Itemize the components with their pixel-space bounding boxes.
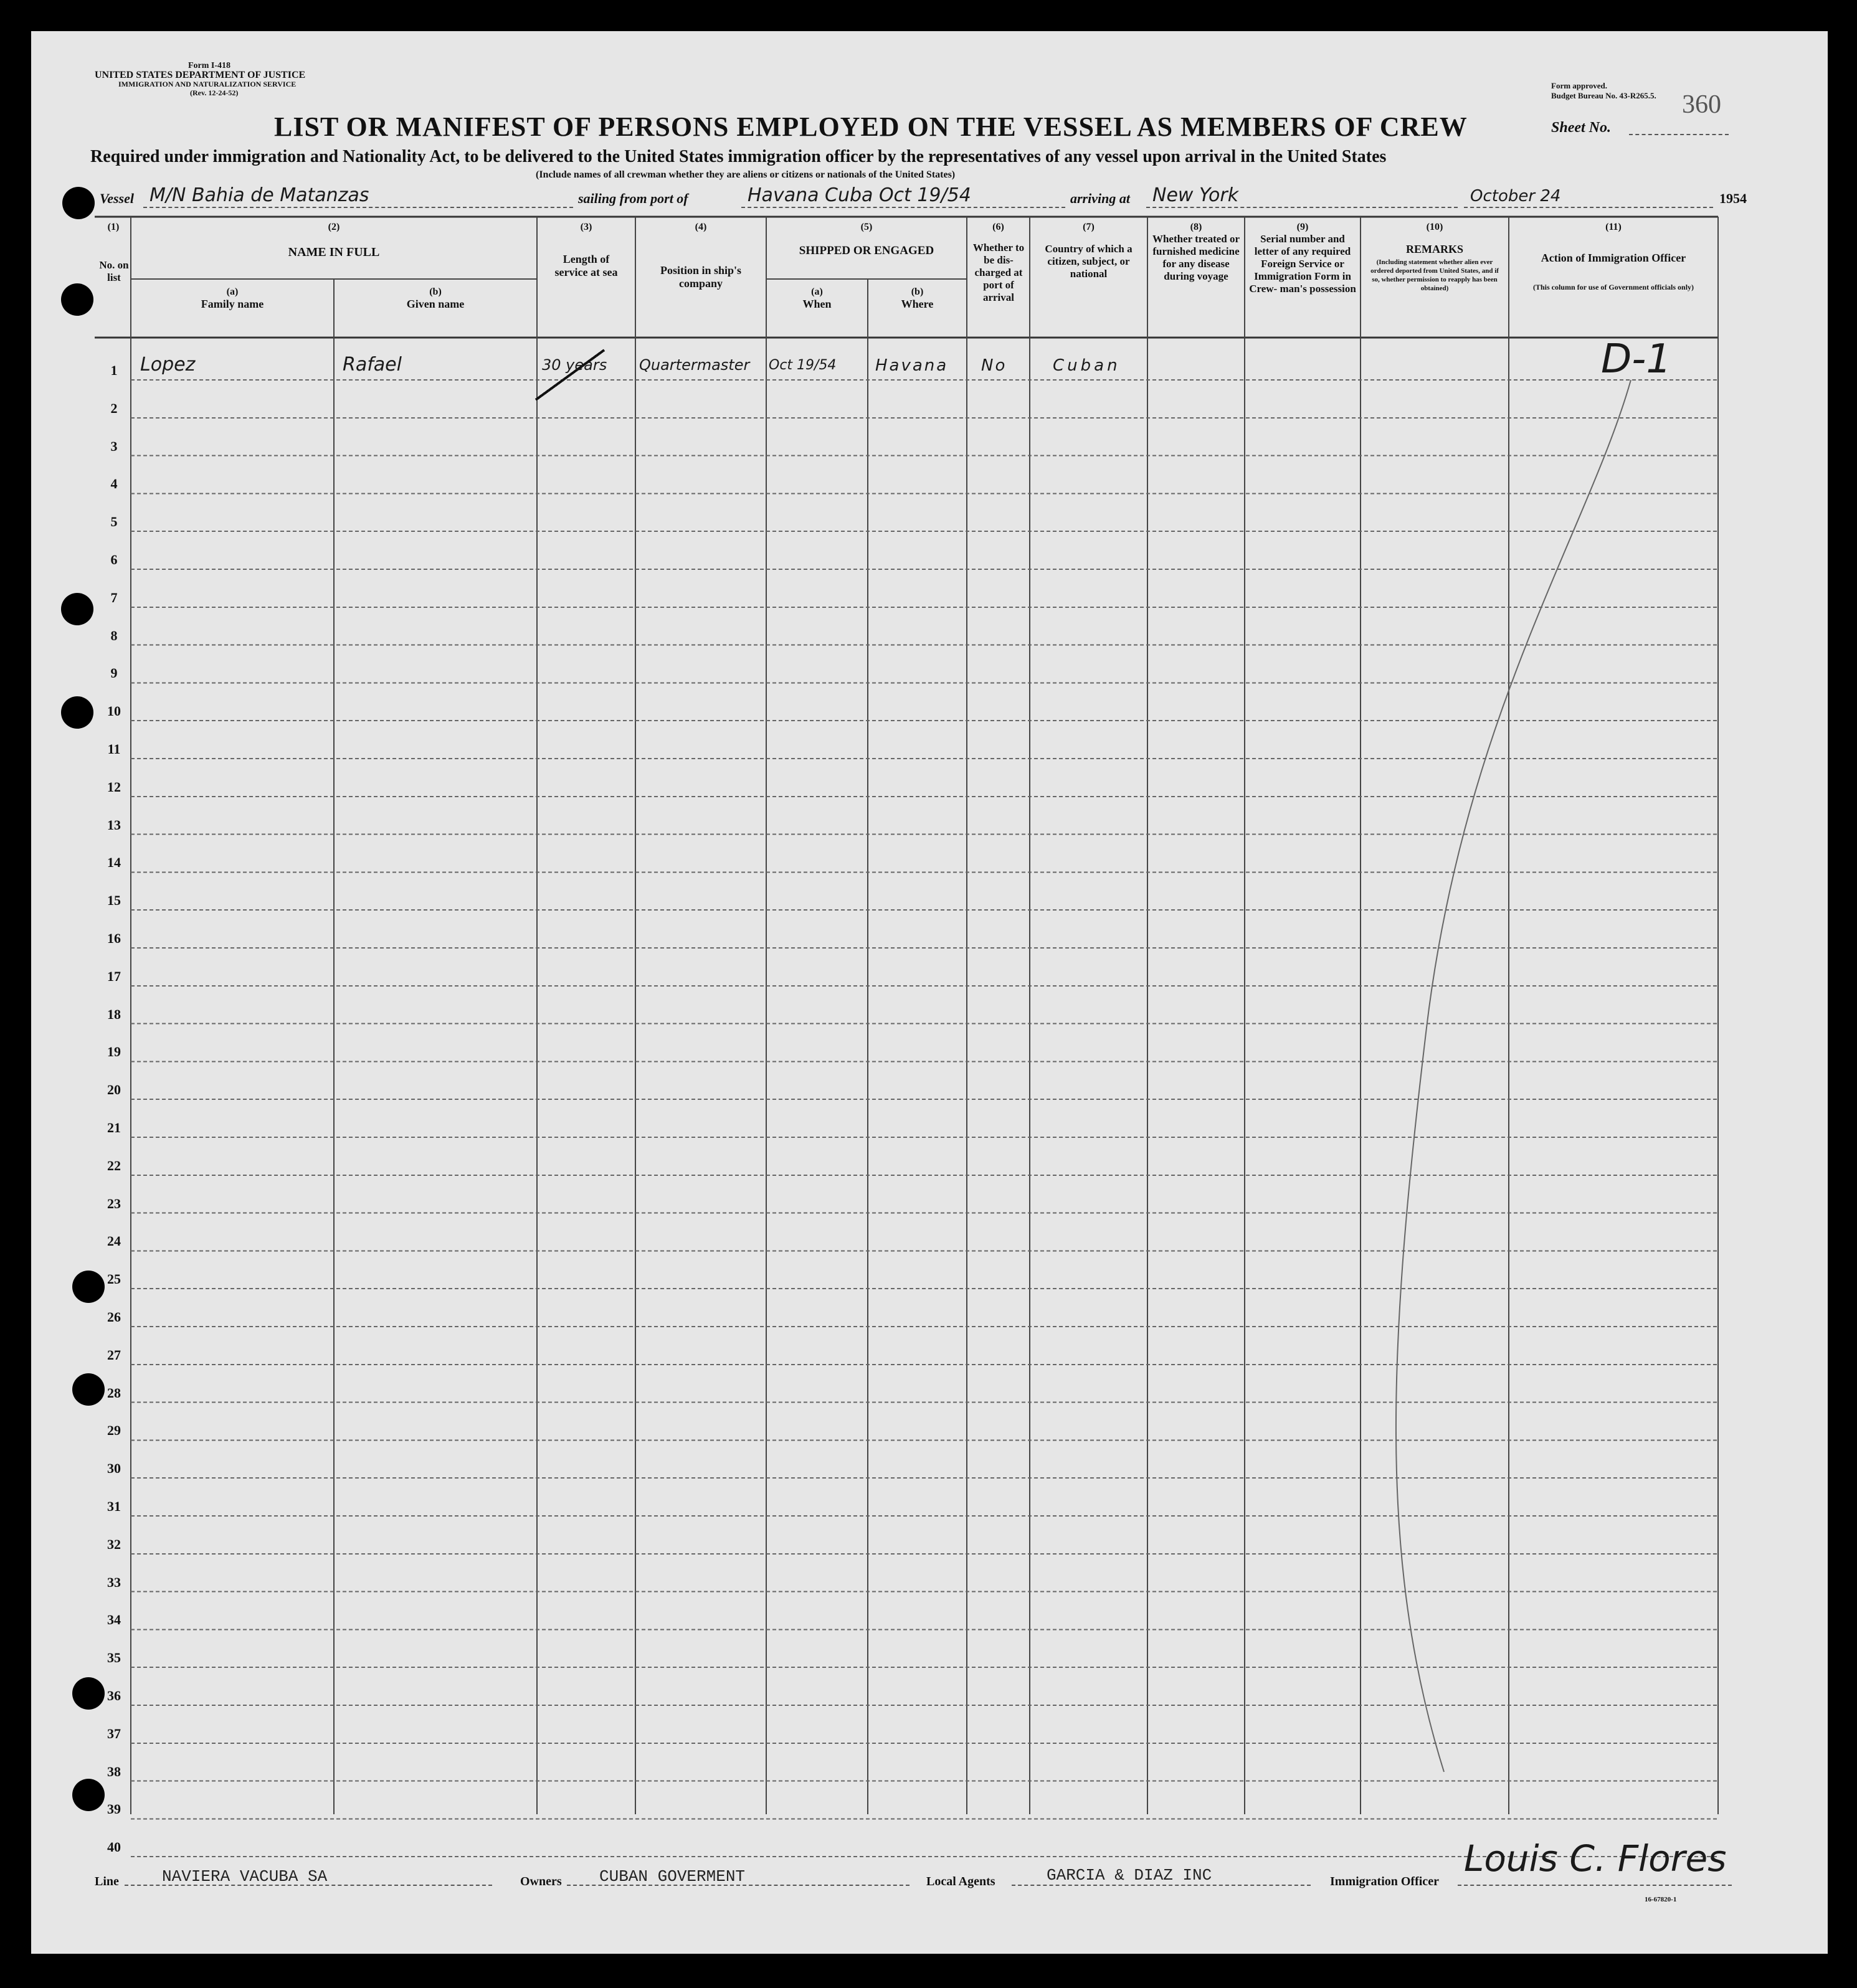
row-number: 5 bbox=[110, 514, 118, 530]
row1-length-of-service: 30 years bbox=[542, 356, 607, 374]
department-name: UNITED STATES DEPARTMENT OF JUSTICE bbox=[95, 70, 306, 80]
row-number: 38 bbox=[107, 1763, 121, 1779]
row-number: 33 bbox=[107, 1574, 121, 1590]
col-num-5: (5) bbox=[860, 222, 873, 232]
col-header-country: Country of which a citizen, subject, or national bbox=[1045, 243, 1133, 280]
row-number: 17 bbox=[107, 968, 121, 984]
col-header-number: No. on list bbox=[99, 259, 129, 283]
row-number: 29 bbox=[107, 1422, 121, 1439]
row-number: 34 bbox=[107, 1612, 121, 1628]
row-number: 6 bbox=[110, 552, 118, 567]
row-number: 3 bbox=[110, 438, 118, 454]
arrival-date: October 24 bbox=[1470, 187, 1561, 206]
col-num-11: (11) bbox=[1605, 222, 1622, 232]
row-number: 21 bbox=[107, 1120, 121, 1135]
punch-hole bbox=[62, 187, 95, 219]
col-header-shipped: SHIPPED OR ENGAGED bbox=[799, 244, 934, 257]
row-number: 27 bbox=[107, 1347, 121, 1363]
punch-hole bbox=[72, 1373, 105, 1406]
line-label: Line bbox=[95, 1875, 119, 1888]
col-header-position: Position in ship's company bbox=[660, 264, 742, 290]
col-header-remarks: REMARKS bbox=[1405, 243, 1463, 255]
col-header-serial: Serial number and letter of any required Foreign Service or Immigration Form in Crew- man's possession bbox=[1249, 233, 1356, 295]
form-note: (Include names of all crewman whether they are aliens or citizens or nationals of the United States) bbox=[536, 169, 956, 180]
row-number: 26 bbox=[107, 1309, 121, 1325]
col-num-9: (9) bbox=[1296, 222, 1309, 232]
row-number: 10 bbox=[107, 703, 121, 719]
col-num-3: (3) bbox=[580, 222, 592, 232]
col-num-7: (7) bbox=[1083, 222, 1095, 232]
punch-hole bbox=[61, 593, 93, 625]
sailing-label: sailing from port of bbox=[578, 191, 688, 206]
col-header-when-letter: (a) bbox=[811, 286, 823, 297]
form-subtitle: Required under immigration and Nationality Act, to be delivered to the United States immigration officer by the representatives of any vessel upon arrival in the United States bbox=[90, 147, 1387, 166]
punch-hole bbox=[72, 1779, 105, 1811]
row-number: 2 bbox=[110, 400, 118, 416]
punch-hole bbox=[61, 283, 93, 316]
col-num-1: (1) bbox=[107, 222, 120, 232]
form-approved: Form approved. bbox=[1551, 81, 1608, 90]
row1-position: Quartermaster bbox=[639, 356, 750, 374]
owners: CUBAN GOVERMENT bbox=[599, 1867, 746, 1886]
col-header-officer-note: (This column for use of Government officials only) bbox=[1532, 283, 1694, 291]
row-number: 23 bbox=[107, 1195, 121, 1211]
officer-signature: Louis C. Flores bbox=[1464, 1837, 1727, 1880]
col-header-where-letter: (b) bbox=[911, 286, 924, 297]
row1-where: Havana bbox=[875, 356, 949, 375]
col-num-8: (8) bbox=[1190, 222, 1202, 232]
arriving-port: New York bbox=[1152, 184, 1239, 206]
agents-label: Local Agents bbox=[926, 1875, 995, 1888]
col-header-length: Length of service at sea bbox=[554, 253, 618, 278]
col-header-when: When bbox=[802, 298, 832, 310]
punch-hole bbox=[61, 696, 93, 729]
punch-hole bbox=[72, 1271, 105, 1303]
col-header-name: NAME IN FULL bbox=[288, 245, 380, 259]
row-number: 1 bbox=[110, 362, 118, 378]
row-number: 31 bbox=[107, 1498, 121, 1514]
col-header-given-letter: (b) bbox=[429, 286, 442, 297]
row-number: 36 bbox=[107, 1688, 121, 1703]
row-number: 28 bbox=[107, 1384, 121, 1401]
punch-hole bbox=[72, 1677, 105, 1710]
col-num-6: (6) bbox=[992, 222, 1004, 232]
row-number: 14 bbox=[107, 854, 121, 871]
pencil-stroke bbox=[1396, 380, 1631, 1772]
col-header-remarks-note: (Including statement whether alien ever ordered deported from United States, and if so, whether permission to reapply has been obtained) bbox=[1370, 258, 1499, 292]
row-number: 24 bbox=[107, 1233, 121, 1249]
service-name: IMMIGRATION AND NATURALIZATION SERVICE bbox=[118, 80, 297, 88]
col-header-family-letter: (a) bbox=[226, 286, 239, 297]
col-header-given-name: Given name bbox=[406, 298, 465, 310]
sheet-number-label: Sheet No. bbox=[1551, 120, 1611, 136]
row-number: 7 bbox=[110, 589, 118, 605]
row1-family-name: Lopez bbox=[140, 354, 196, 376]
row-number: 9 bbox=[110, 665, 118, 681]
row1-officer-action: D-1 bbox=[1601, 336, 1672, 382]
col-header-where: Where bbox=[901, 298, 934, 310]
row-number: 18 bbox=[107, 1006, 121, 1022]
row-number: 39 bbox=[107, 1801, 121, 1817]
col-header-family-name: Family name bbox=[201, 298, 264, 310]
sailing-port: Havana Cuba Oct 19/54 bbox=[748, 184, 971, 206]
form-title: LIST OR MANIFEST OF PERSONS EMPLOYED ON THE VESSEL AS MEMBERS OF CREW bbox=[274, 111, 1468, 142]
manifest-sheet bbox=[31, 31, 1828, 1954]
officer-label: Immigration Officer bbox=[1330, 1875, 1439, 1888]
row-number: 13 bbox=[107, 817, 121, 833]
officer-underline bbox=[1458, 1885, 1732, 1886]
row-number: 35 bbox=[107, 1650, 121, 1666]
owners-label: Owners bbox=[520, 1875, 562, 1888]
vessel-label: Vessel bbox=[100, 191, 134, 206]
row1-given-name: Rafael bbox=[343, 354, 402, 376]
agents-underline bbox=[1012, 1885, 1311, 1886]
revision-date: (Rev. 12-24-52) bbox=[190, 88, 239, 97]
row1-when: Oct 19/54 bbox=[769, 357, 837, 373]
form-code: 16-67820-1 bbox=[1645, 1896, 1677, 1903]
row-number: 40 bbox=[107, 1839, 121, 1855]
col-num-4: (4) bbox=[695, 222, 707, 232]
col-num-10: (10) bbox=[1426, 222, 1443, 232]
row-number: 32 bbox=[107, 1536, 121, 1552]
row1-country: Cuban bbox=[1053, 356, 1121, 375]
col-header-officer-action: Action of Immigration Officer bbox=[1541, 252, 1686, 264]
manifest-grid bbox=[31, 31, 1828, 1954]
sheet-stamp: 360 bbox=[1682, 90, 1721, 119]
row-number: 25 bbox=[107, 1271, 121, 1287]
col-num-2: (2) bbox=[328, 222, 340, 232]
row-number: 20 bbox=[107, 1082, 121, 1098]
row-number: 15 bbox=[107, 892, 121, 909]
row-number: 22 bbox=[107, 1157, 121, 1173]
form-number: Form I-418 bbox=[188, 61, 231, 70]
shipping-line: NAVIERA VACUBA SA bbox=[162, 1867, 328, 1886]
budget-bureau-number: Budget Bureau No. 43-R265.5. bbox=[1551, 91, 1656, 100]
col-header-medicine: Whether treated or furnished medicine for any disease during voyage bbox=[1152, 233, 1240, 282]
row1-discharged: No bbox=[981, 356, 1007, 375]
arriving-label: arriving at bbox=[1070, 191, 1130, 206]
col-header-discharged: Whether to be dis- charged at port of arrival bbox=[972, 242, 1025, 303]
row-number: 4 bbox=[110, 476, 118, 492]
vessel-name: M/N Bahia de Matanzas bbox=[150, 184, 369, 206]
row-number: 19 bbox=[107, 1044, 121, 1060]
local-agents: GARCIA & DIAZ INC bbox=[1047, 1866, 1212, 1885]
row-number: 11 bbox=[107, 741, 121, 757]
row-number: 8 bbox=[110, 627, 118, 643]
row-number: 30 bbox=[107, 1460, 121, 1477]
arrival-year: 1954 bbox=[1719, 191, 1747, 206]
row-number: 16 bbox=[107, 930, 121, 946]
row-number: 12 bbox=[107, 779, 121, 795]
row-number: 37 bbox=[107, 1725, 121, 1741]
